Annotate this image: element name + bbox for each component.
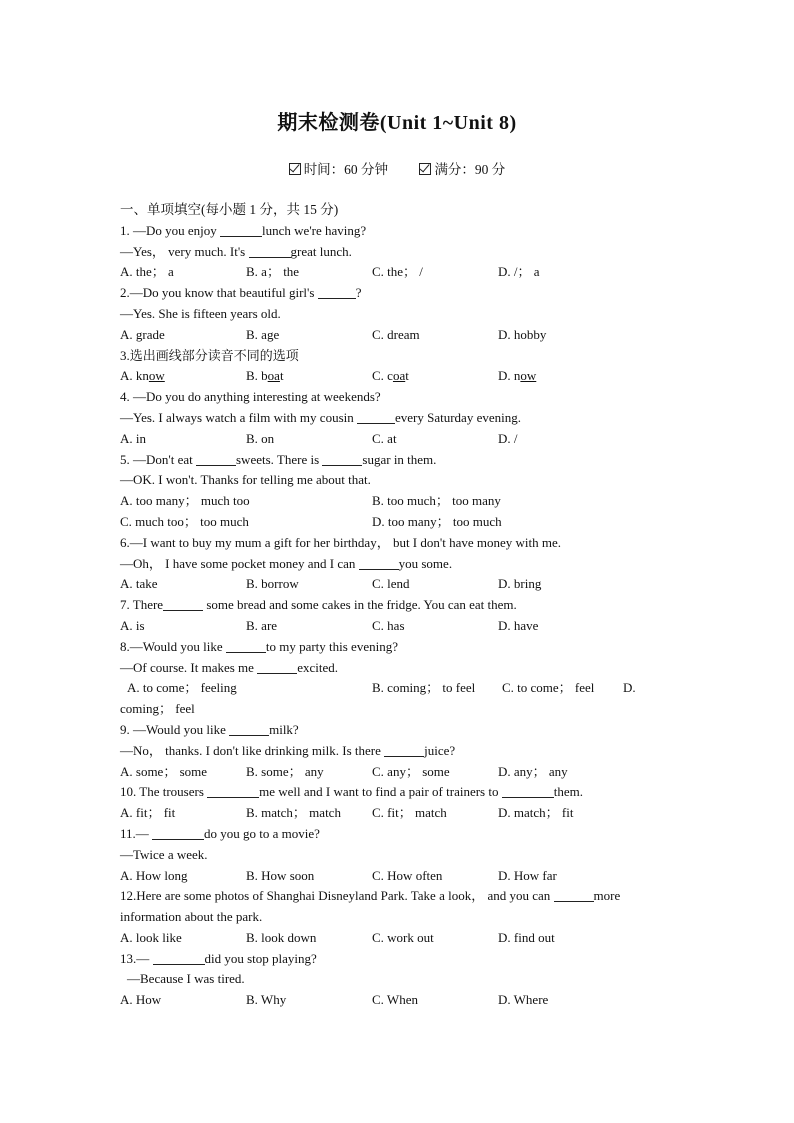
option-d[interactable]: D. How far — [498, 867, 557, 883]
answer-blank — [249, 244, 291, 258]
answer-blank — [207, 784, 259, 798]
option-c[interactable]: C. coat — [372, 368, 409, 384]
question-5-options-row2 — [120, 512, 680, 533]
question-6-stem: 6.—I want to buy my mum a gift for her birthday， but I don't have money with me. — [120, 534, 562, 550]
underlined-letters: oa — [392, 368, 406, 384]
answer-blank — [196, 452, 236, 466]
question-10-options — [120, 803, 680, 824]
option-b[interactable]: B. boat — [246, 368, 284, 384]
option-a[interactable]: A. take — [120, 576, 158, 592]
question-1-stem: 1. —Do you enjoy lunch we're having? — [120, 222, 367, 238]
answer-blank — [318, 285, 356, 299]
question-6-reply: —Oh， I have some pocket money and I can you some. — [120, 555, 453, 571]
option-c[interactable]: C. work out — [372, 929, 434, 945]
question-1-options — [120, 262, 680, 283]
question-1-reply: —Yes， very much. It's great lunch. — [120, 243, 352, 259]
answer-blank — [322, 452, 362, 466]
question-4-stem: 4. —Do you do anything interesting at weekends? — [120, 389, 381, 405]
checkbox-icon — [289, 163, 301, 175]
full-score-text: 满分：90 分 — [434, 162, 506, 177]
answer-blank — [357, 410, 395, 424]
option-a[interactable]: A. fit； fit — [120, 805, 176, 821]
option-a[interactable]: A. is — [120, 617, 145, 633]
question-11-options — [120, 866, 680, 887]
option-b[interactable]: B. How soon — [246, 867, 315, 883]
option-d[interactable]: D. / — [498, 430, 518, 446]
option-c[interactable]: C. the； / — [372, 264, 423, 280]
underlined-letters: ow — [148, 368, 165, 384]
option-d[interactable]: D. bring — [498, 576, 542, 592]
time-limit — [289, 162, 388, 177]
question-10-stem: 10. The trousers me well and I want to find a pair of trainers to them. — [120, 784, 583, 800]
question-13-reply: —Because I was tired. — [127, 971, 245, 987]
question-3-options — [120, 366, 680, 387]
answer-blank — [554, 888, 594, 902]
question-6-options — [120, 574, 680, 595]
option-a[interactable]: A. How long — [120, 867, 188, 883]
answer-blank — [226, 639, 266, 653]
question-12-options — [120, 928, 680, 949]
question-9-reply: —No， thanks. I don't like drinking milk. Is there juice? — [120, 742, 456, 758]
question-8-stem: 8.—Would you like to my party this evening? — [120, 638, 398, 654]
option-d[interactable]: D. now — [498, 368, 537, 384]
full-score — [419, 162, 505, 177]
option-b[interactable]: B. Why — [246, 992, 287, 1008]
answer-blank — [220, 223, 262, 237]
option-b[interactable]: B. on — [246, 430, 275, 446]
underlined-letters: oa — [267, 368, 280, 384]
option-a[interactable]: A. too many； much too — [120, 493, 250, 509]
option-d[interactable]: D. too many； too much — [372, 513, 502, 529]
option-a[interactable]: A. look like — [120, 929, 182, 945]
option-b[interactable]: B. are — [246, 617, 278, 633]
option-d[interactable]: D. match； fit — [498, 805, 574, 821]
question-3-stem: 3.选出画线部分读音不同的选项 — [120, 347, 299, 363]
option-d[interactable]: D. find out — [498, 929, 555, 945]
option-c[interactable]: C. to come； feel — [502, 680, 595, 696]
question-13-stem: 13.— did you stop playing? — [120, 950, 317, 966]
option-a[interactable]: A. in — [120, 430, 146, 446]
answer-blank — [153, 951, 205, 965]
option-c[interactable]: C. When — [372, 992, 418, 1008]
exam-meta — [0, 158, 794, 178]
option-b[interactable]: B. borrow — [246, 576, 299, 592]
option-c[interactable]: C. dream — [372, 326, 420, 342]
option-d[interactable]: D. Where — [498, 992, 549, 1008]
question-9-stem: 9. —Would you like milk? — [120, 721, 299, 737]
option-a[interactable]: A. How — [120, 992, 162, 1008]
answer-blank — [163, 597, 203, 611]
question-13-options — [120, 990, 680, 1011]
section-heading: 一、单项填空(每小题 1 分，共 15 分) — [120, 202, 339, 217]
option-a[interactable]: A. the； a — [120, 264, 174, 280]
answer-blank — [502, 784, 554, 798]
answer-blank — [229, 722, 269, 736]
question-9-options — [120, 762, 680, 783]
page-title: 期末检测卷(Unit 1~Unit 8) — [277, 112, 517, 134]
option-c[interactable]: C. any； some — [372, 763, 450, 779]
question-7-options — [120, 616, 680, 637]
option-b[interactable]: B. coming； to feel — [372, 680, 476, 696]
option-c[interactable]: C. has — [372, 617, 405, 633]
question-11-reply: —Twice a week. — [120, 846, 208, 862]
answer-blank — [152, 826, 204, 840]
option-b[interactable]: B. a； the — [246, 264, 300, 280]
option-b[interactable]: B. match； match — [246, 805, 341, 821]
option-b[interactable]: B. age — [246, 326, 280, 342]
question-2-reply: —Yes. She is fifteen years old. — [120, 305, 281, 321]
option-b[interactable]: B. look down — [246, 929, 317, 945]
option-a[interactable]: A. to come； feeling — [127, 680, 237, 696]
question-11-stem: 11.— do you go to a movie? — [120, 825, 320, 841]
option-a[interactable]: A. grade — [120, 326, 165, 342]
question-2-stem: 2.—Do you know that beautiful girl's ? — [120, 285, 362, 301]
answer-blank — [359, 556, 399, 570]
answer-blank — [257, 660, 297, 674]
option-c[interactable]: C. How often — [372, 867, 443, 883]
option-c[interactable]: C. fit； match — [372, 805, 447, 821]
option-d[interactable]: D. have — [498, 617, 539, 633]
option-d[interactable]: D. /； a — [498, 264, 540, 280]
question-12-stem: 12.Here are some photos of Shanghai Disneyland Park. Take a look， and you can more — [120, 888, 621, 904]
checkbox-icon — [419, 163, 431, 175]
question-4-options — [120, 429, 680, 450]
question-8-options-row1 — [120, 678, 680, 699]
option-c[interactable]: C. much too； too much — [120, 513, 249, 529]
question-7-stem: 7. There some bread and some cakes in the fridge. You can eat them. — [120, 597, 517, 613]
question-5-reply: —OK. I won't. Thanks for telling me about that. — [120, 472, 371, 488]
option-b[interactable]: B. some； any — [246, 763, 324, 779]
option-d[interactable]: D. any； any — [498, 763, 568, 779]
question-2-options — [120, 325, 680, 346]
time-limit-text: 时间：60 分钟 — [303, 162, 389, 177]
option-c[interactable]: C. at — [372, 430, 397, 446]
question-5-options-row1 — [120, 491, 680, 512]
question-8-reply: —Of course. It makes me excited. — [120, 659, 338, 675]
option-d[interactable]: D. hobby — [498, 326, 547, 342]
option-d-text[interactable]: coming； feel — [120, 701, 195, 717]
question-4-reply: —Yes. I always watch a film with my cousin every Saturday evening. — [120, 409, 521, 425]
option-c[interactable]: C. lend — [372, 576, 410, 592]
option-a[interactable]: A. some； some — [120, 763, 208, 779]
option-a[interactable]: A. know — [120, 368, 165, 384]
question-12-stem-cont: information about the park. — [120, 909, 263, 925]
underlined-letters: ow — [520, 368, 537, 384]
question-5-stem: 5. —Don't eat sweets. There is sugar in them. — [120, 451, 437, 467]
answer-blank — [384, 743, 424, 757]
option-b[interactable]: B. too much； too many — [372, 493, 501, 509]
question-list — [120, 200, 680, 1011]
option-d-label[interactable]: D. — [623, 680, 636, 696]
